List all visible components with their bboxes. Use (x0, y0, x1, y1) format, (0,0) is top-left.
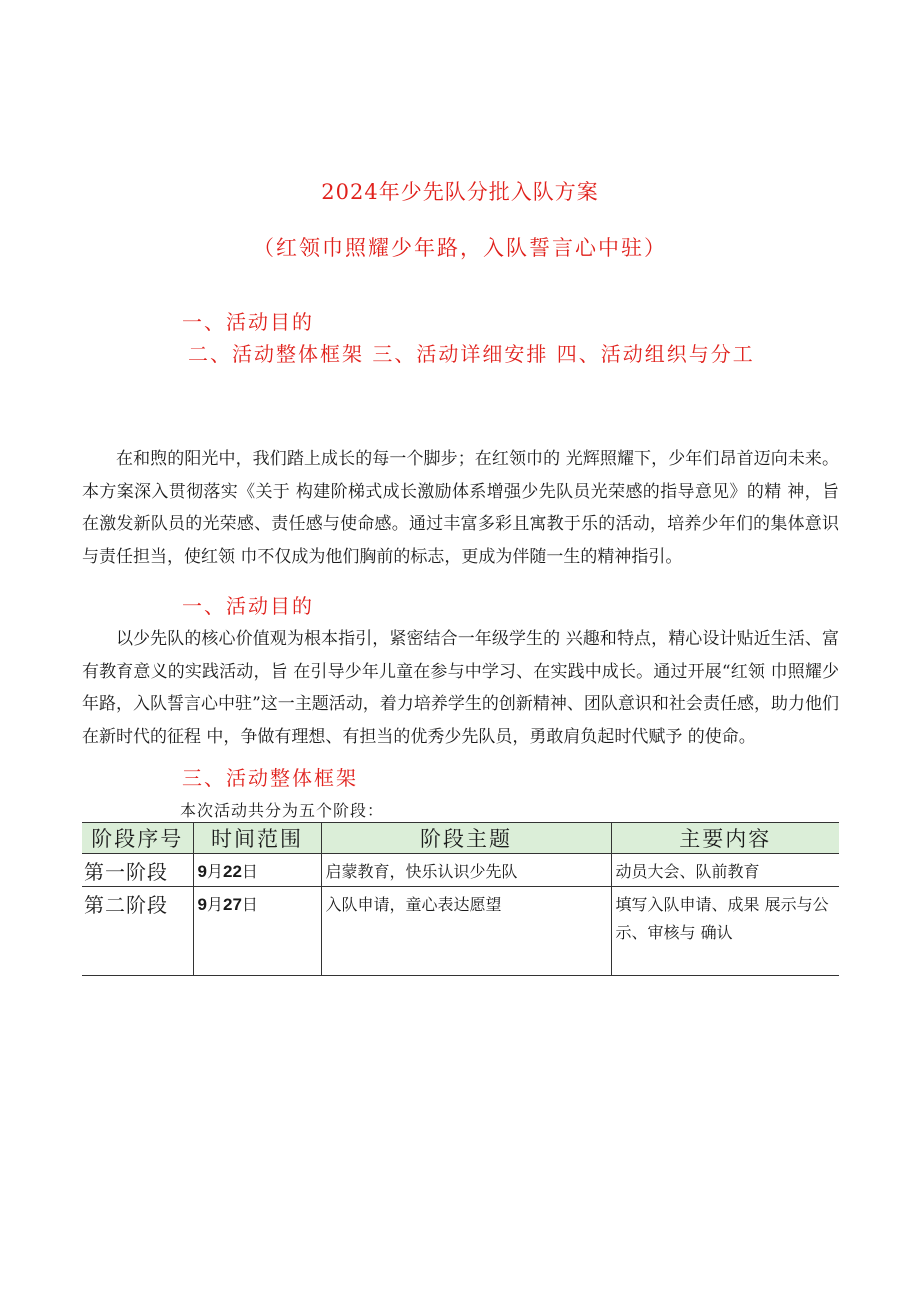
header-time: 时间范围 (193, 823, 321, 854)
section-1-paragraph: 以少先队的核心价值观为根本指引，紧密结合一年级学生的 兴趣和特点，精心设计贴近生活、富有教育意义的实践活动，旨 在引导少年儿童在参与中学习、在实践中成长。通过开展“红领 巾照耀少年路，入队誓言心中驻”这一主题活动，着力培养学生的创新精神、团队意识和社会责任感，助力他们在新时代的征程 中，争做有理想、有担当的优秀少先队员，勇敢肩负起时代赋予 的使命。 (82, 629, 839, 747)
table-row (82, 887, 839, 976)
date-day: 27 (222, 895, 242, 914)
date-month-unit: 月 (206, 862, 223, 881)
header-theme: 阶段主题 (321, 823, 611, 854)
section-1-heading: 一、活动目的 (182, 594, 314, 618)
section-3-intro: 本次活动共分为五个阶段： (180, 801, 385, 820)
date-day-unit: 日 (241, 895, 258, 914)
header-stage: 阶段序号 (82, 823, 193, 854)
date-cell (193, 854, 321, 887)
stage-cell: 第二阶段 (82, 887, 193, 976)
date-month-unit: 月 (206, 895, 223, 914)
content-cell: 动员大会、队前教育 (611, 854, 839, 887)
theme-cell: 入队申请，童心表达愿望 (321, 887, 611, 976)
header-content: 主要内容 (611, 823, 839, 854)
date-day-unit: 日 (241, 862, 258, 881)
intro-paragraph: 在和煦的阳光中，我们踏上成长的每一个脚步；在红领巾的 光辉照耀下，少年们昂首迈向未来。本方案深入贯彻落实《关于 构建阶梯式成长激励体系增强少先队员光荣感的指导意见》的精 神，旨在激发新队员的光荣感、责任感与使命感。通过丰富多彩且寓教于乐的活动，培养少年们的集体意识与责任担当，使红领 巾不仅成为他们胸前的标志，更成为伴随一生的精神指引。 (82, 449, 839, 567)
table-header-row (82, 823, 839, 854)
date-month: 9 (197, 895, 207, 914)
stages-table (82, 822, 839, 976)
toc-line-1: 一、活动目的 (182, 310, 314, 334)
document-title: 2024年少先队分批入队方案 (321, 180, 599, 204)
date-cell (193, 887, 321, 976)
content-cell: 填写入队申请、成果 展示与公示、审核与 确认 (611, 887, 839, 976)
date-day: 22 (222, 862, 242, 881)
table-row (82, 854, 839, 887)
section-3-heading: 三、活动整体框架 (182, 766, 358, 790)
toc-line-2: 二、活动整体框架 三、活动详细安排 四、活动组织与分工 (188, 342, 755, 366)
date-month: 9 (197, 862, 207, 881)
stage-cell: 第一阶段 (82, 854, 193, 887)
document-subtitle: （红领巾照耀少年路，入队誓言心中驻） (253, 236, 667, 260)
theme-cell: 启蒙教育，快乐认识少先队 (321, 854, 611, 887)
